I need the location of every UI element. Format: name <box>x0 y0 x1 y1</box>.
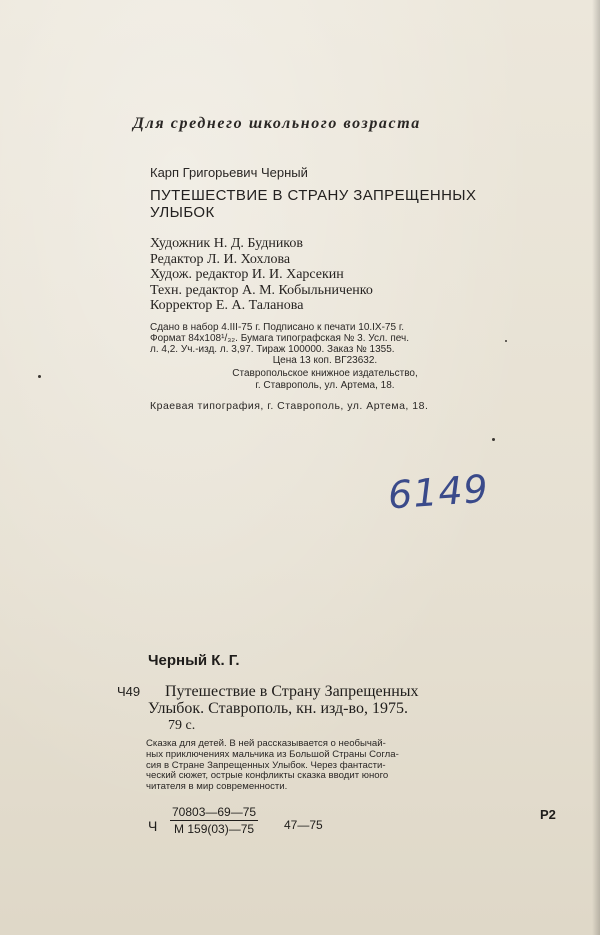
credit-tech-editor: Техн. редактор А. М. Кобыльниченко <box>150 282 373 298</box>
credit-artist: Художник Н. Д. Будников <box>150 236 304 251</box>
annotation-line: читателя в мир современности. <box>146 781 288 793</box>
handwritten-number: 6149 <box>386 466 491 518</box>
publisher-name: Ставропольское книжное издательство, <box>232 368 418 379</box>
print-info-line: Сдано в набор 4.III-75 г. Подписано к печати 10.IX-75 г. <box>150 322 405 333</box>
classification-fraction <box>170 805 258 836</box>
fraction-numerator: 70803—69—75 <box>172 805 257 819</box>
book-title-line-2: УЛЫБОК <box>150 204 215 221</box>
audience-line: Для среднего школьного возраста <box>133 115 421 132</box>
annotation-line: ных приключениях мальчика из Большой Страны Согла- <box>146 748 399 760</box>
annotation <box>146 739 498 793</box>
bib-author: Черный К. Г. <box>148 652 240 669</box>
print-info-line: Формат 84x108¹/₃₂. Бумага типографская № 3. Усл. печ. <box>150 333 409 344</box>
annotation-line: ческий сюжет, острые конфликты сказка вводит юного <box>146 770 389 782</box>
credit-editor: Редактор Л. И. Хохлова <box>150 251 291 267</box>
fraction-denominator: М 159(03)—75 <box>174 822 255 836</box>
printhouse-line: Краевая типография, г. Ставрополь, ул. Артема, 18. <box>150 400 429 412</box>
index-code: Р2 <box>540 807 556 822</box>
bib-description-line-1: Путешествие в Страну Запрещенных <box>165 683 419 700</box>
book-title-line-1: ПУТЕШЕСТВИЕ В СТРАНУ ЗАПРЕЩЕННЫХ <box>150 187 477 204</box>
annotation-line: сия в Стране Запрещенных Улыбок. Через фантасти- <box>146 759 386 771</box>
credits-list <box>150 236 373 314</box>
classification-suffix: 47—75 <box>284 818 323 832</box>
credit-proofreader: Корректор Е. А. Таланова <box>150 298 304 313</box>
print-info <box>150 322 500 366</box>
credit-art-editor: Худож. редактор И. И. Харсекин <box>150 267 344 282</box>
publisher-address: г. Ставрополь, ул. Артема, 18. <box>255 379 395 391</box>
publisher-block <box>150 368 500 391</box>
bib-code: Ч49 <box>117 684 141 699</box>
print-info-price: Цена 13 коп. ВГ23632. <box>272 355 378 366</box>
print-speck <box>505 340 507 342</box>
classification-prefix: Ч <box>148 818 158 834</box>
annotation-line: Сказка для детей. В ней рассказывается о необычай- <box>146 738 386 749</box>
print-speck <box>492 438 495 441</box>
author-full-name: Карп Григорьевич Черный <box>150 165 308 180</box>
print-info-line: л. 4,2. Уч.-изд. л. 3,97. Тираж 100000. Заказ № 1355. <box>150 344 395 355</box>
print-speck <box>38 375 41 378</box>
bib-pages: 79 с. <box>168 718 196 733</box>
page-edge-shadow <box>592 0 600 935</box>
bib-description-line-2: Улыбок. Ставрополь, кн. изд-во, 1975. <box>148 700 408 717</box>
